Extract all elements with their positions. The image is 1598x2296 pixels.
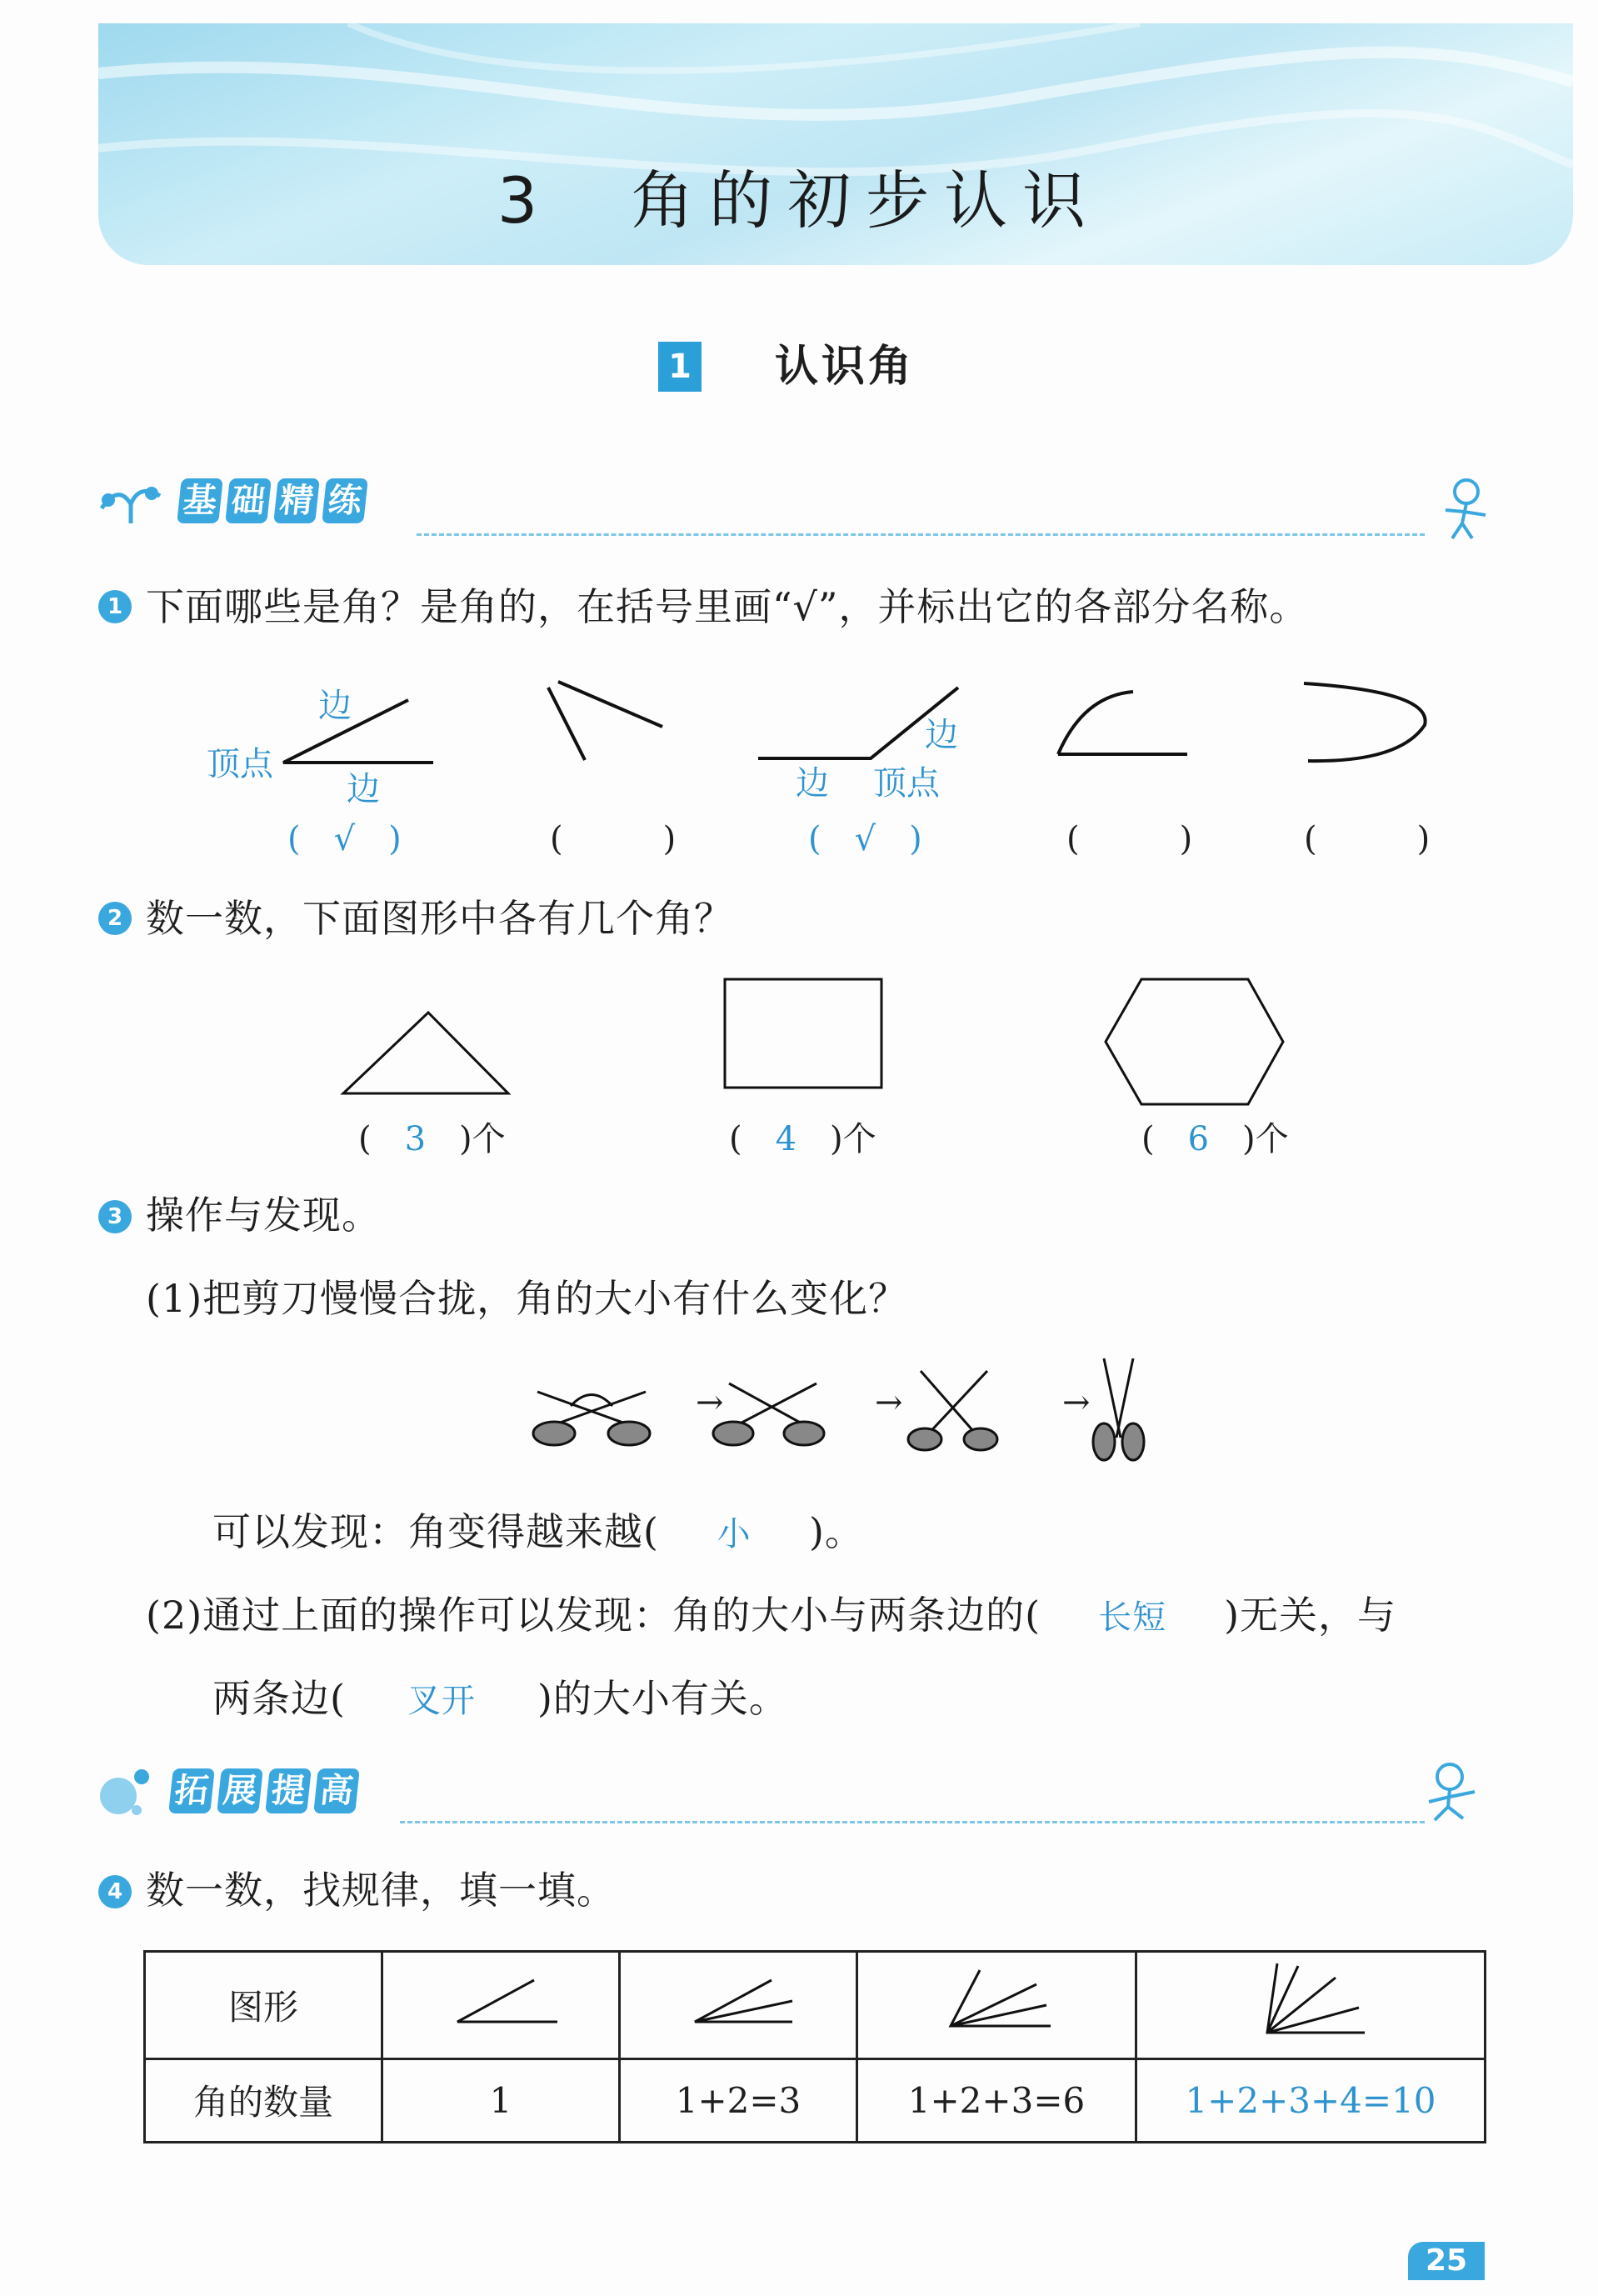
tag-char: 展 [217, 1768, 263, 1813]
scissors-sequence [525, 1346, 1191, 1479]
question-number: 2 [98, 902, 132, 935]
divider [417, 533, 1425, 536]
table-cell: 1 [382, 2058, 620, 2142]
section-title: 认识角 [775, 342, 916, 392]
label-edge: 边 [347, 770, 380, 808]
section-number-badge: 1 [658, 342, 702, 392]
tag-char: 拓 [168, 1768, 215, 1813]
table-row [145, 1952, 1486, 2059]
label-edge: 边 [925, 716, 958, 754]
q2-answer-1: ( 3 )个 [358, 1120, 506, 1158]
label-vertex: 顶点 [207, 745, 273, 783]
question-4-text: 数一数，找规律，填一填。 [146, 1868, 616, 1913]
table-cell: 1+2=3 [620, 2058, 857, 2142]
question-number: 1 [98, 590, 132, 623]
cartoon-kid-icon [1416, 1758, 1491, 1825]
angle-1-ray-figure [442, 1968, 559, 2034]
non-angle-figure [1058, 692, 1187, 754]
q2-shapes [333, 967, 1333, 1117]
label-edge: 边 [318, 687, 352, 725]
table-row [145, 2058, 1486, 2142]
cartoon-kid-icon [1429, 475, 1496, 542]
question-number: 3 [98, 1200, 132, 1233]
angle-figure [283, 700, 433, 763]
scissors-icon [533, 1392, 650, 1445]
page-number: 25 [1408, 2242, 1485, 2280]
table-cell [1136, 1952, 1486, 2059]
question-2-text: 数一数，下面图形中各有几个角？ [146, 896, 733, 941]
answer-bracket: ( ) [550, 820, 677, 858]
angle-4-ray-figure [1252, 1959, 1369, 2043]
arrow: → [1062, 1383, 1091, 1422]
question-3-finding: 可以发现：角变得越来越( 小 )。 [212, 1509, 864, 1554]
scissors-icon [908, 1371, 997, 1450]
table-cell: 1+2+3=6 [857, 2058, 1136, 2142]
tag-char: 础 [225, 478, 272, 523]
tag-extension [171, 1768, 357, 1817]
bubbles-icon [93, 1758, 160, 1825]
answer-bracket: ( ) [1066, 820, 1193, 858]
answer-bracket: ( √ ) [287, 820, 402, 858]
chapter-title: 3 角的初步认识 [497, 163, 1101, 238]
table-header-cell: 角的数量 [145, 2058, 382, 2142]
non-angle-figure [548, 682, 662, 760]
label-edge: 边 [796, 764, 829, 803]
tag-char: 练 [322, 478, 368, 523]
table-answer-cell: 1+2+3+4=10 [1136, 2058, 1486, 2142]
triangle-shape [343, 1013, 508, 1093]
pattern-table [143, 1950, 1486, 2143]
question-3-sub1: (1)把剪刀慢慢合拢，角的大小有什么变化？ [146, 1276, 908, 1321]
tag-char: 提 [265, 1768, 312, 1813]
table-cell [620, 1952, 857, 2059]
scissors-icon [713, 1383, 824, 1445]
table-cell [382, 1952, 620, 2059]
arrow: → [875, 1383, 903, 1422]
q2-answer-3: ( 6 )个 [1141, 1120, 1289, 1158]
angle-3-ray-figure [938, 1963, 1055, 2038]
tag-char: 精 [273, 478, 320, 523]
hexagon-shape [1106, 979, 1283, 1104]
q2-answer-2: ( 4 )个 [729, 1120, 876, 1158]
question-number: 4 [98, 1875, 132, 1908]
sprout-icon [93, 475, 168, 525]
angle-2-ray-figure [680, 1968, 797, 2034]
question-3-sub2: (2)通过上面的操作可以发现：角的大小与两条边的( 长短 )无关，与 [146, 1593, 1397, 1638]
question-1-text: 下面哪些是角？是角的，在括号里画“√”，并标出它的各部分名称。 [146, 584, 1309, 629]
rectangle-shape [725, 979, 881, 1088]
table-header-cell: 图形 [145, 1952, 382, 2059]
tag-char: 基 [177, 478, 223, 523]
tag-basic-practice [179, 478, 366, 527]
answer-bracket: ( ) [1304, 820, 1431, 858]
tag-char: 高 [313, 1768, 360, 1813]
table-cell [857, 1952, 1136, 2059]
arrow: → [696, 1383, 724, 1422]
label-vertex: 顶点 [873, 764, 940, 803]
answer-bracket: ( √ ) [808, 820, 922, 858]
non-angle-figure [1304, 683, 1426, 761]
question-3-sub2-line2: 两条边( 叉开 )的大小有关。 [212, 1676, 788, 1721]
question-3-text: 操作与发现。 [146, 1193, 381, 1238]
scissors-icon [1093, 1358, 1144, 1460]
divider [400, 1821, 1425, 1823]
